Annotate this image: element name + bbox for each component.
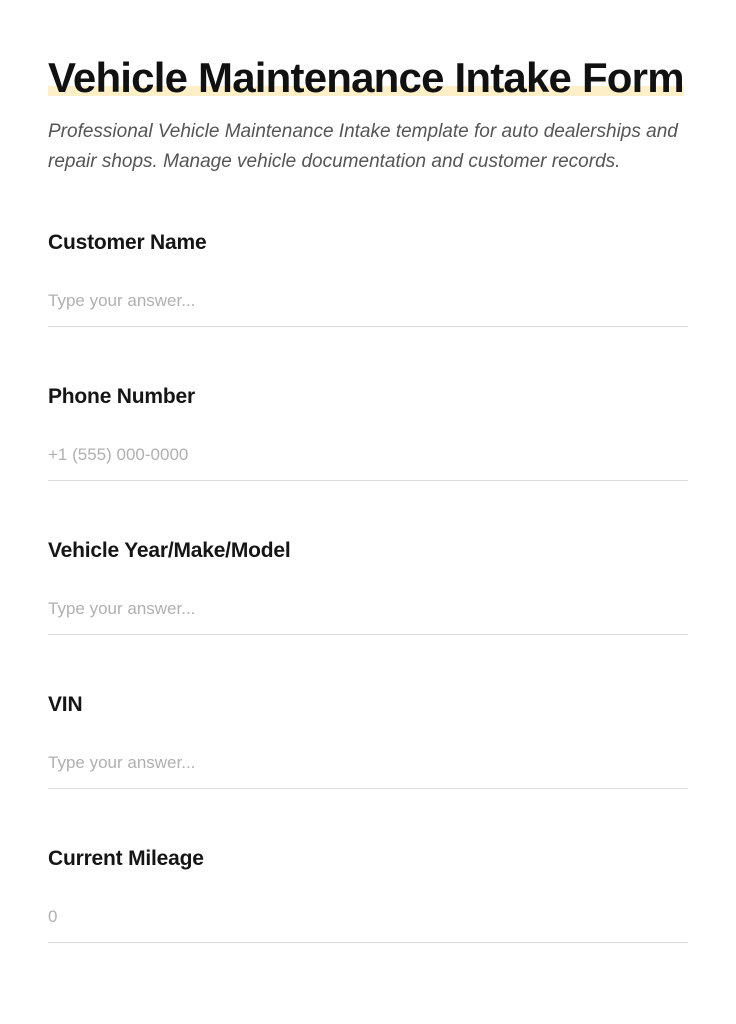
form-title bbox=[48, 50, 688, 105]
current-mileage-label: Current Mileage bbox=[48, 847, 204, 870]
field-current-mileage bbox=[48, 846, 688, 943]
field-vin bbox=[48, 692, 688, 789]
phone-number-label: Phone Number bbox=[48, 385, 195, 408]
phone-number-input[interactable] bbox=[48, 444, 688, 481]
vin-input[interactable] bbox=[48, 752, 688, 789]
field-phone-number bbox=[48, 384, 688, 481]
current-mileage-input[interactable] bbox=[48, 906, 688, 943]
field-vehicle-year-make-model bbox=[48, 538, 688, 635]
vehicle-year-make-model-input[interactable] bbox=[48, 598, 688, 635]
customer-name-label: Customer Name bbox=[48, 231, 207, 254]
customer-name-input[interactable] bbox=[48, 290, 688, 327]
vehicle-year-make-model-label: Vehicle Year/Make/Model bbox=[48, 539, 291, 562]
vin-label: VIN bbox=[48, 693, 83, 716]
form-title-text: Vehicle Maintenance Intake Form bbox=[48, 54, 684, 101]
form-description: Professional Vehicle Maintenance Intake template for auto dealerships and repair shops. Manage vehicle documentation and customer records. bbox=[48, 121, 678, 172]
field-customer-name bbox=[48, 230, 688, 327]
